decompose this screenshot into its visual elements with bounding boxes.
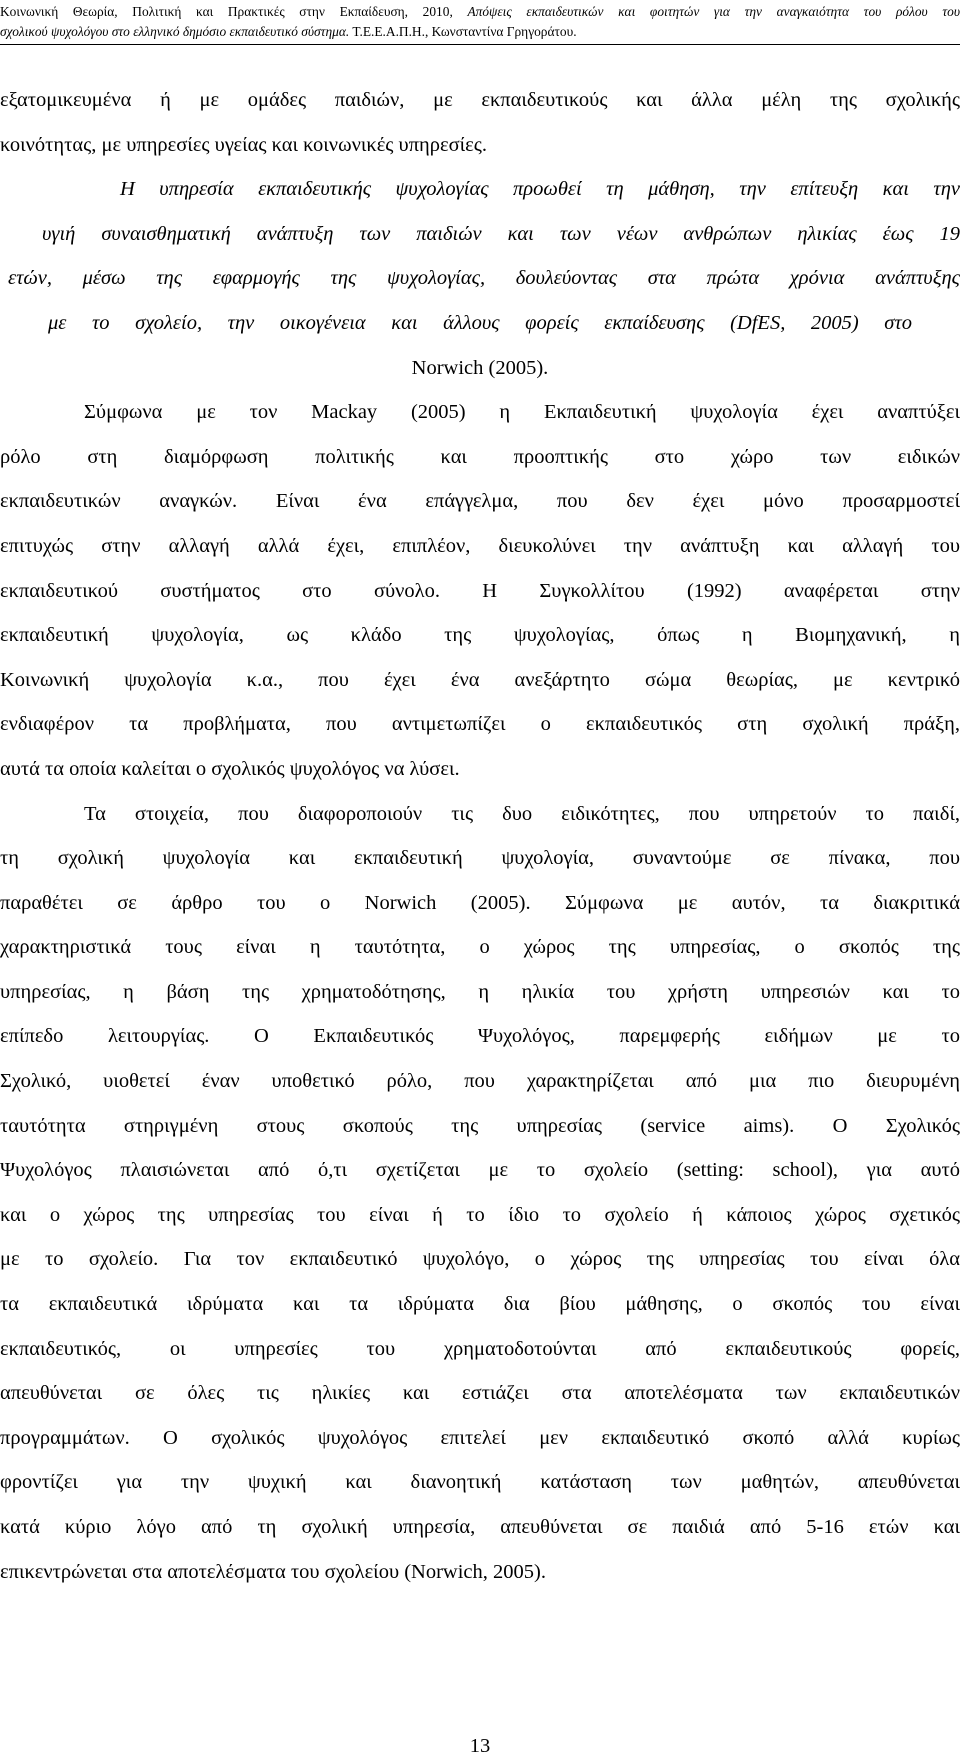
document-body [0,78,960,1594]
text-line: και ο χώρος της υπηρεσίας του είναι ή το ίδιο το σχολείο ή κάποιος χώρος σχετικός [0,1203,960,1226]
running-header [0,2,960,42]
italic-paragraph-line: με το σχολείο, την οικογένεια και άλλους φορείς εκπαίδευσης (DfES, 2005) στο [48,311,912,334]
text-line: Σχολικό, υιοθετεί έναν υποθετικό ρόλο, που χαρακτηρίζεται από μια πιο διευρυμένη [0,1070,960,1093]
text-line: προγραμμάτων. Ο σχολικός ψυχολόγος επιτελεί μεν εκπαιδευτικό σκοπό αλλά κυρίως [0,1426,960,1449]
text-line: Norwich (2005). [411,356,549,379]
italic-paragraph-line: ετών, μέσω της εφαρμογής της ψυχολογίας, δουλεύοντας στα πρώτα χρόνια ανάπτυξης [8,267,960,290]
text-line: ενδιαφέρον τα προβλήματα, που αντιμετωπίζει ο εκπαιδευτικός στη σχολική πράξη, [0,713,960,736]
text-line: επίπεδο λειτουργίας. Ο Εκπαιδευτικός Ψυχολόγος, παρεμφερής ειδήμων με το [0,1025,960,1048]
text-line: επικεντρώνεται στα αποτελέσματα του σχολείου (Norwich, 2005). [0,1560,546,1583]
page-number: 13 [469,1735,491,1757]
paragraph-first-line: Σύμφωνα με τον Mackay (2005) η Εκπαιδευτική ψυχολογία έχει αναπτύξει [84,401,960,424]
text-line: παραθέτει σε άρθρο του ο Norwich (2005). Σύμφωνα με αυτόν, τα διακριτικά [0,891,960,914]
text-line: Ψυχολόγος πλαισιώνεται από ό,τι σχετίζεται με το σχολείο (setting: school), για αυτό [0,1159,960,1182]
text-line: ρόλο στη διαμόρφωση πολιτικής και προοπτικής στο χώρο των ειδικών [0,445,960,468]
text-line: εκπαιδευτικού συστήματος στο σύνολο. Η Συγκολλίτου (1992) αναφέρεται στην [0,579,960,602]
text-line: χαρακτηριστικά τους είναι η ταυτότητα, ο χώρος της υπηρεσίας, ο σκοπός της [0,936,960,959]
text-line: τη σχολική ψυχολογία και εκπαιδευτική ψυχολογία, συναντούμε σε πίνακα, που [0,847,960,870]
text-line: αυτά τα οποία καλείται ο σχολικός ψυχολόγος να λύσει. [0,757,460,780]
header-rule [0,44,960,45]
italic-paragraph-line: υγιή συναισθηματική ανάπτυξη των παιδιών και των νέων ανθρώπων ηλικίας έως 19 [42,222,960,245]
paragraph-first-line: Τα στοιχεία, που διαφοροποιούν τις δυο ειδικότητες, που υπηρετούν το παιδί, [84,802,960,825]
text-line: με το σχολείο. Για τον εκπαιδευτικό ψυχολόγο, ο χώρος της υπηρεσίας του είναι όλα [0,1248,960,1271]
text-line: Κοινωνική ψυχολογία κ.α., που έχει ένα ανεξάρτητο σώμα θεωρίας, με κεντρικό [0,668,960,691]
text-line: ταυτότητα στηριγμένη στους σκοπούς της υπηρεσίας (service aims). Ο Σχολικός [0,1114,960,1137]
italic-paragraph-line: Η υπηρεσία εκπαιδευτικής ψυχολογίας προωθεί τη μάθηση, την επίτευξη και την [120,178,960,201]
text-line: τα εκπαιδευτικά ιδρύματα και τα ιδρύματα δια βίου μάθησης, ο σκοπός του είναι [0,1293,960,1316]
text-line: υπηρεσίας, η βάση της χρηματοδότησης, η ηλικία του χρήστη υπηρεσιών και το [0,980,960,1003]
text-line: φροντίζει για την ψυχική και διανοητική κατάσταση των μαθητών, απευθύνεται [0,1471,960,1494]
text-line: κατά κύριο λόγο από τη σχολική υπηρεσία, απευθύνεται σε παιδιά από 5-16 ετών και [0,1516,960,1538]
text-line: εκπαιδευτική ψυχολογία, ως κλάδο της ψυχολογίας, όπως η Βιομηχανική, η [0,624,960,647]
header-line-2: σχολικού ψυχολόγου στο ελληνικό δημόσιο εκπαιδευτικό σύστημα. Τ.Ε.Ε.Α.Π.Η., Κωνσταντίνα Γρηγοράτου. [0,24,577,39]
text-line: κοινότητας, με υπηρεσίες υγείας και κοινωνικές υπηρεσίες. [0,133,488,156]
text-line: εκπαιδευτικός, οι υπηρεσίες του χρηματοδοτούνται από εκπαιδευτικούς φορείς, [0,1337,960,1360]
header-line-1: Κοινωνική Θεωρία, Πολιτική και Πρακτικές στην Εκπαίδευση, 2010, Απόψεις εκπαιδευτικών και φοιτητών για την αναγκαιότητα του ρόλου του [0,4,960,19]
text-line: επιτυχώς στην αλλαγή αλλά έχει, επιπλέον, διευκολύνει την ανάπτυξη και αλλαγή του [0,534,960,557]
text-line: εκπαιδευτικών αναγκών. Είναι ένα επάγγελμα, που δεν έχει μόνο προσαρμοστεί [0,490,960,513]
text-line: απευθύνεται σε όλες τις ηλικίες και εστιάζει στα αποτελέσματα των εκπαιδευτικών [0,1382,960,1405]
text-line: εξατομικευμένα ή με ομάδες παιδιών, με εκπαιδευτικούς και άλλα μέλη της σχολικής [0,89,960,111]
